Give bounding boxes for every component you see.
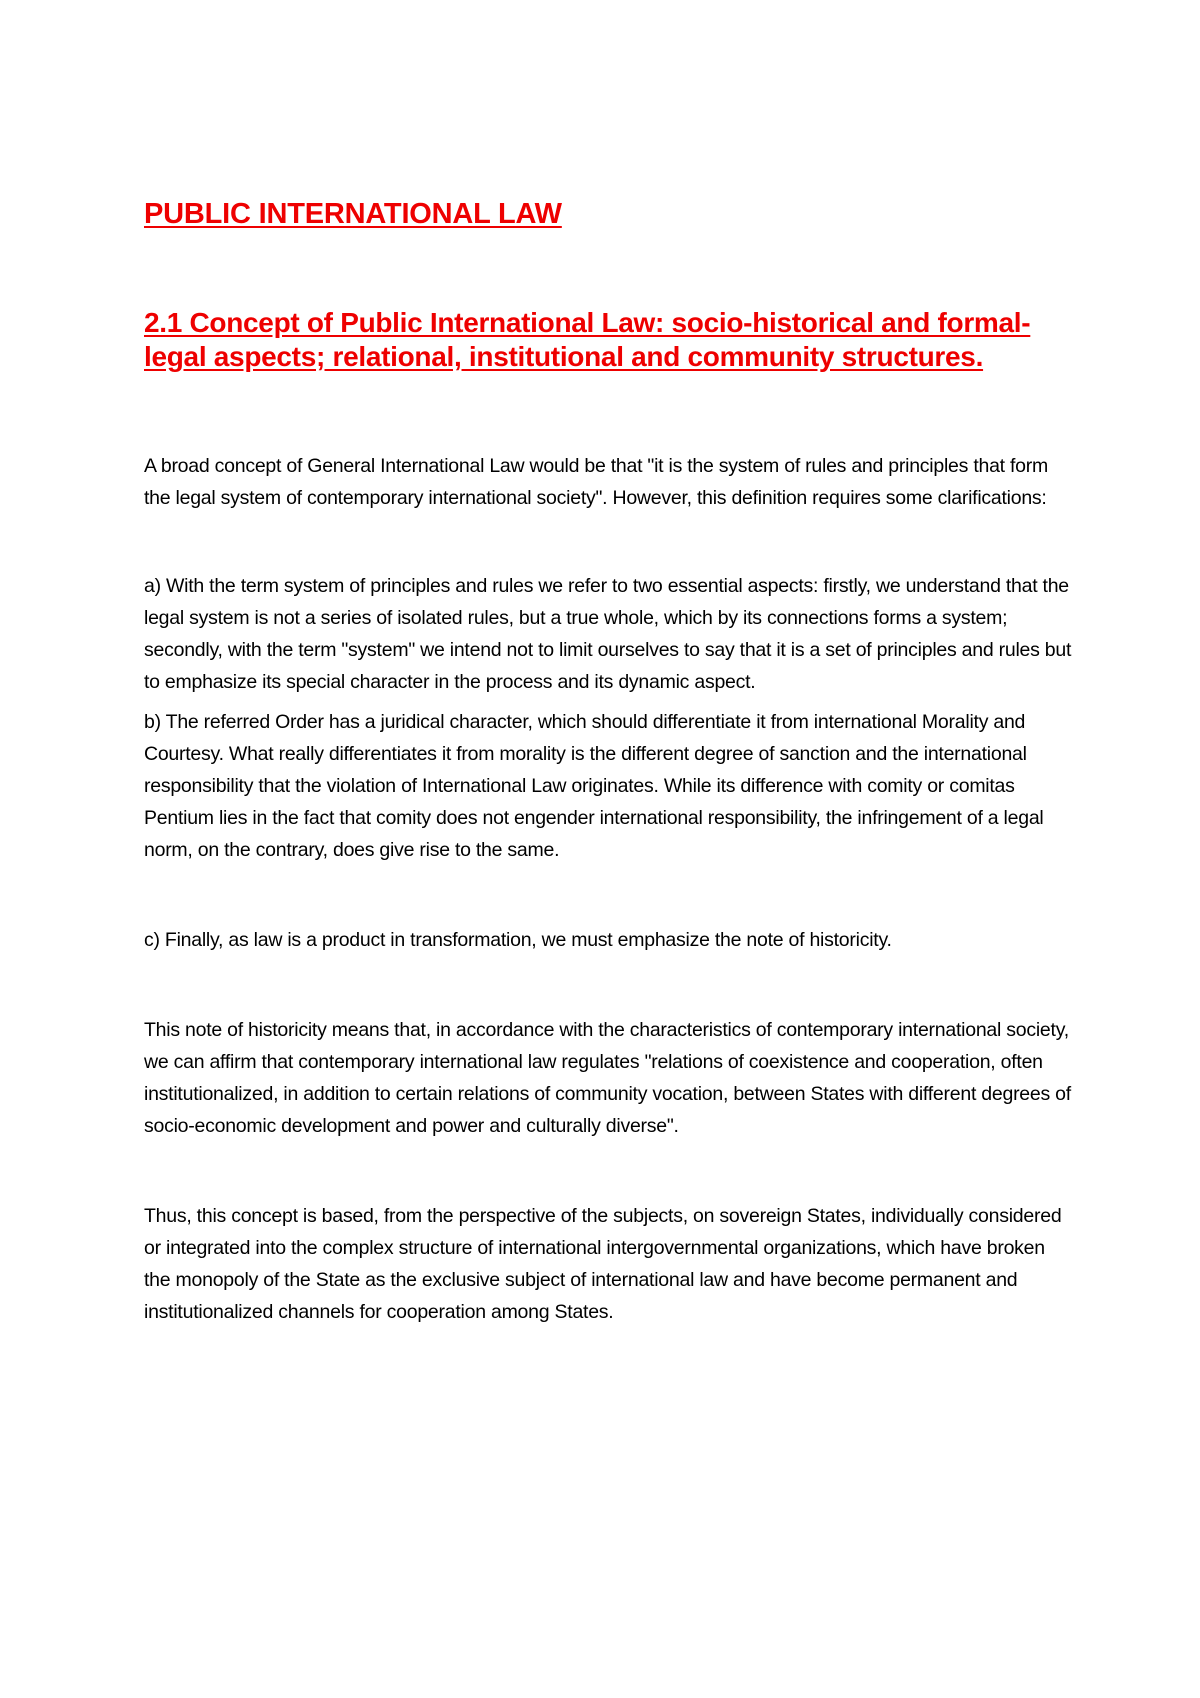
document-content [144,196,1074,1328]
paragraph-point-b: b) The referred Order has a juridical character, which should differentiate it from international Morality and Courtesy. What really differentiates it from morality is the different degree of sanction and the international responsibility that the violation of International Law originates. While its difference with comity or comitas Pentium lies in the fact that comity does not engender international responsibility, the infringement of a legal norm, on the contrary, does give rise to the same. [144,711,1044,861]
paragraph-historicity: This note of historicity means that, in accordance with the characteristics of contemporary international society, we can affirm that contemporary international law regulates "relations of coexistence and cooperation, often institutionalized, in addition to certain relations of community vocation, between States with different degrees of socio-economic development and power and culturally diverse". [144,1019,1071,1137]
paragraph-point-c: c) Finally, as law is a product in transformation, we must emphasize the note of historicity. [144,929,892,951]
paragraph-intro: A broad concept of General International Law would be that "it is the system of rules and principles that form the legal system of contemporary international society". However, this definition requires some clarifications: [144,455,1049,509]
paragraph-point-a: a) With the term system of principles and rules we refer to two essential aspects: firstly, we understand that the legal system is not a series of isolated rules, but a true whole, which by its connections forms a system; secondly, with the term "system" we intend not to limit ourselves to say that it is a set of principles and rules but to emphasize its special character in the process and its dynamic aspect. [144,575,1072,693]
document-title: PUBLIC INTERNATIONAL LAW [144,198,562,230]
section-heading: 2.1 Concept of Public International Law: socio-historical and formal-legal aspects; relational, institutional and community structures. [144,307,1031,372]
paragraph-conclusion: Thus, this concept is based, from the perspective of the subjects, on sovereign States, individually considered or integrated into the complex structure of international intergovernmental organizations, which have broken the monopoly of the State as the exclusive subject of international law and have become permanent and institutionalized channels for cooperation among States. [144,1205,1062,1323]
